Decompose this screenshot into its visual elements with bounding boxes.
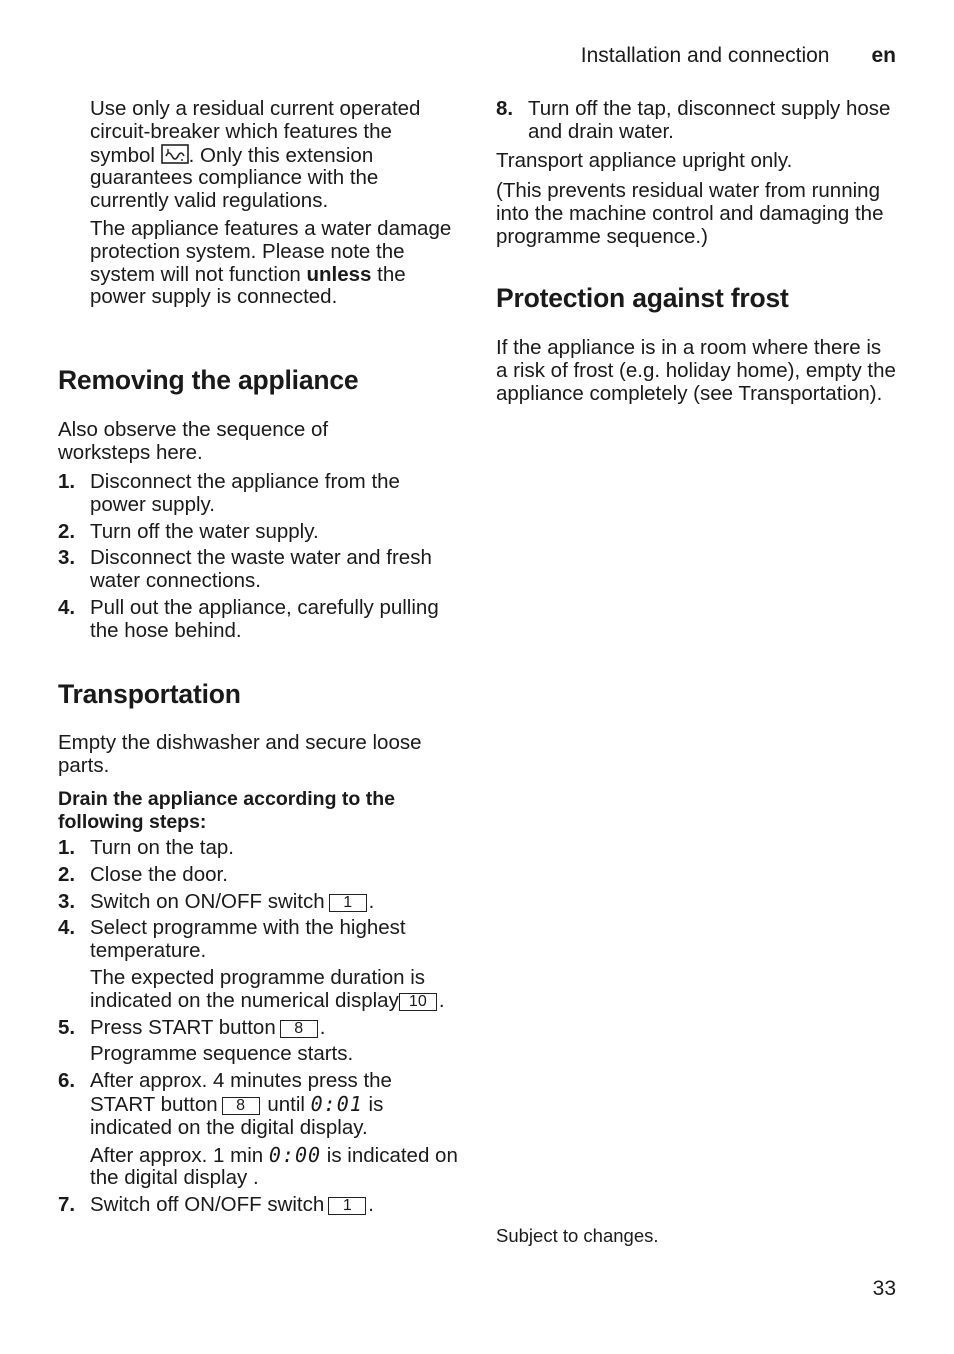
- fault-current-symbol-icon: [161, 144, 189, 164]
- intro-text: The appliance features a water damage protection system. Please note the system will not function: [90, 216, 452, 286]
- intro-bold-text: unless: [306, 262, 372, 286]
- intro-paragraph-2: [90, 218, 458, 309]
- drain-heading: Drain the appliance according to the following steps:: [58, 788, 395, 833]
- step-number: 1.: [58, 470, 76, 493]
- onoff-switch-ref-box: 1: [329, 894, 367, 912]
- step-text: Turn off the water supply.: [90, 519, 319, 543]
- intro-text: the power supply is connected.: [90, 262, 406, 309]
- list-item: [58, 864, 458, 887]
- step-text: After approx. 4 minutes press the START button: [90, 1069, 392, 1116]
- list-item: [58, 1194, 458, 1217]
- step-text: Switch off ON/OFF switch: [90, 1193, 325, 1217]
- step-number: 7.: [58, 1193, 76, 1217]
- list-item: [496, 98, 896, 144]
- list-item: [58, 917, 458, 1012]
- subject-to-changes: Subject to changes.: [496, 1225, 659, 1246]
- step-text: .: [319, 1015, 326, 1039]
- step-text: Press START button: [90, 1015, 276, 1039]
- step-number: 5.: [58, 1015, 76, 1039]
- step-text: Switch on ON/OFF switch: [90, 889, 325, 913]
- step-text: After approx. 1 min: [90, 1143, 264, 1167]
- frost-heading: Protection against frost: [496, 283, 789, 313]
- step-subtext: [90, 1144, 458, 1191]
- onoff-switch-ref-box: 1: [328, 1197, 366, 1215]
- step-text: Disconnect the appliance from the power supply.: [90, 470, 400, 516]
- step-text: .: [368, 889, 375, 913]
- step-number: 4.: [58, 595, 76, 619]
- list-item: [58, 521, 458, 544]
- step-text: Turn on the tap.: [90, 836, 234, 859]
- intro-paragraph-1: [90, 98, 458, 213]
- list-item: [58, 547, 458, 593]
- frost-text: If the appliance is in a room where there is a risk of frost (e.g. holiday home), empty the appliance completely (see Transportation).: [496, 336, 896, 405]
- step-subtext: Programme sequence starts.: [90, 1042, 354, 1066]
- step-text: Disconnect the waste water and fresh water connections.: [90, 546, 432, 593]
- step-text: .: [438, 988, 445, 1012]
- digital-display-value: 0:01: [310, 1091, 363, 1116]
- removing-steps: [58, 471, 458, 643]
- intro-text: . Only this extension guarantees compliance with the currently valid regulations.: [90, 143, 379, 213]
- drain-steps: [58, 837, 458, 1217]
- step-text: is indicated on the digital display .: [90, 1143, 458, 1190]
- step-number: 8.: [496, 97, 514, 120]
- language-tag: en: [871, 44, 896, 67]
- removing-intro: Also observe the sequence of worksteps here.: [58, 418, 329, 464]
- upright-explanation: (This prevents residual water from running into the machine control and damaging the programme sequence.): [496, 179, 884, 248]
- step-text: Turn off the tap, disconnect supply hose and drain water.: [528, 97, 891, 143]
- step-number: 1.: [58, 836, 76, 859]
- numerical-display-ref-box: 10: [399, 993, 437, 1011]
- step-text: Pull out the appliance, carefully pulling the hose behind.: [90, 595, 439, 642]
- step-number: 3.: [58, 546, 76, 570]
- step-number: 2.: [58, 519, 76, 543]
- removing-heading: Removing the appliance: [58, 365, 359, 395]
- drain-steps-continued: [496, 98, 896, 144]
- step-text: Close the door.: [90, 862, 228, 886]
- list-item: [58, 891, 458, 914]
- list-item: [58, 1017, 458, 1067]
- page-number: 33: [872, 1277, 896, 1300]
- step-text: .: [368, 1193, 374, 1217]
- step-text: is indicated on the digital display.: [90, 1092, 384, 1139]
- step-text: Select programme with the highest temperature.: [90, 916, 406, 963]
- step-number: 6.: [58, 1069, 76, 1093]
- step-number: 2.: [58, 862, 76, 886]
- list-item: [58, 837, 458, 860]
- transportation-intro: Empty the dishwasher and secure loose parts.: [58, 731, 422, 777]
- step-text: The expected programme duration is indicated on the numerical display: [90, 965, 426, 1012]
- transportation-heading: Transportation: [58, 679, 241, 709]
- step-number: 4.: [58, 916, 76, 940]
- start-button-ref-box: 8: [280, 1020, 318, 1038]
- section-title: Installation and connection: [580, 44, 830, 67]
- digital-display-value: 0:00: [268, 1142, 322, 1167]
- list-item: [58, 471, 458, 517]
- intro-block: [90, 98, 458, 309]
- page-header: [581, 45, 896, 68]
- intro-text: Use only a residual current operated circuit-breaker which features the symbol: [90, 97, 421, 167]
- upright-note: Transport appliance upright only.: [496, 149, 793, 172]
- list-item: [58, 597, 458, 643]
- step-subtext: [90, 967, 458, 1013]
- list-item: [58, 1070, 458, 1190]
- step-text: until: [267, 1092, 305, 1116]
- start-button-ref-box: 8: [222, 1097, 260, 1115]
- step-number: 3.: [58, 889, 76, 913]
